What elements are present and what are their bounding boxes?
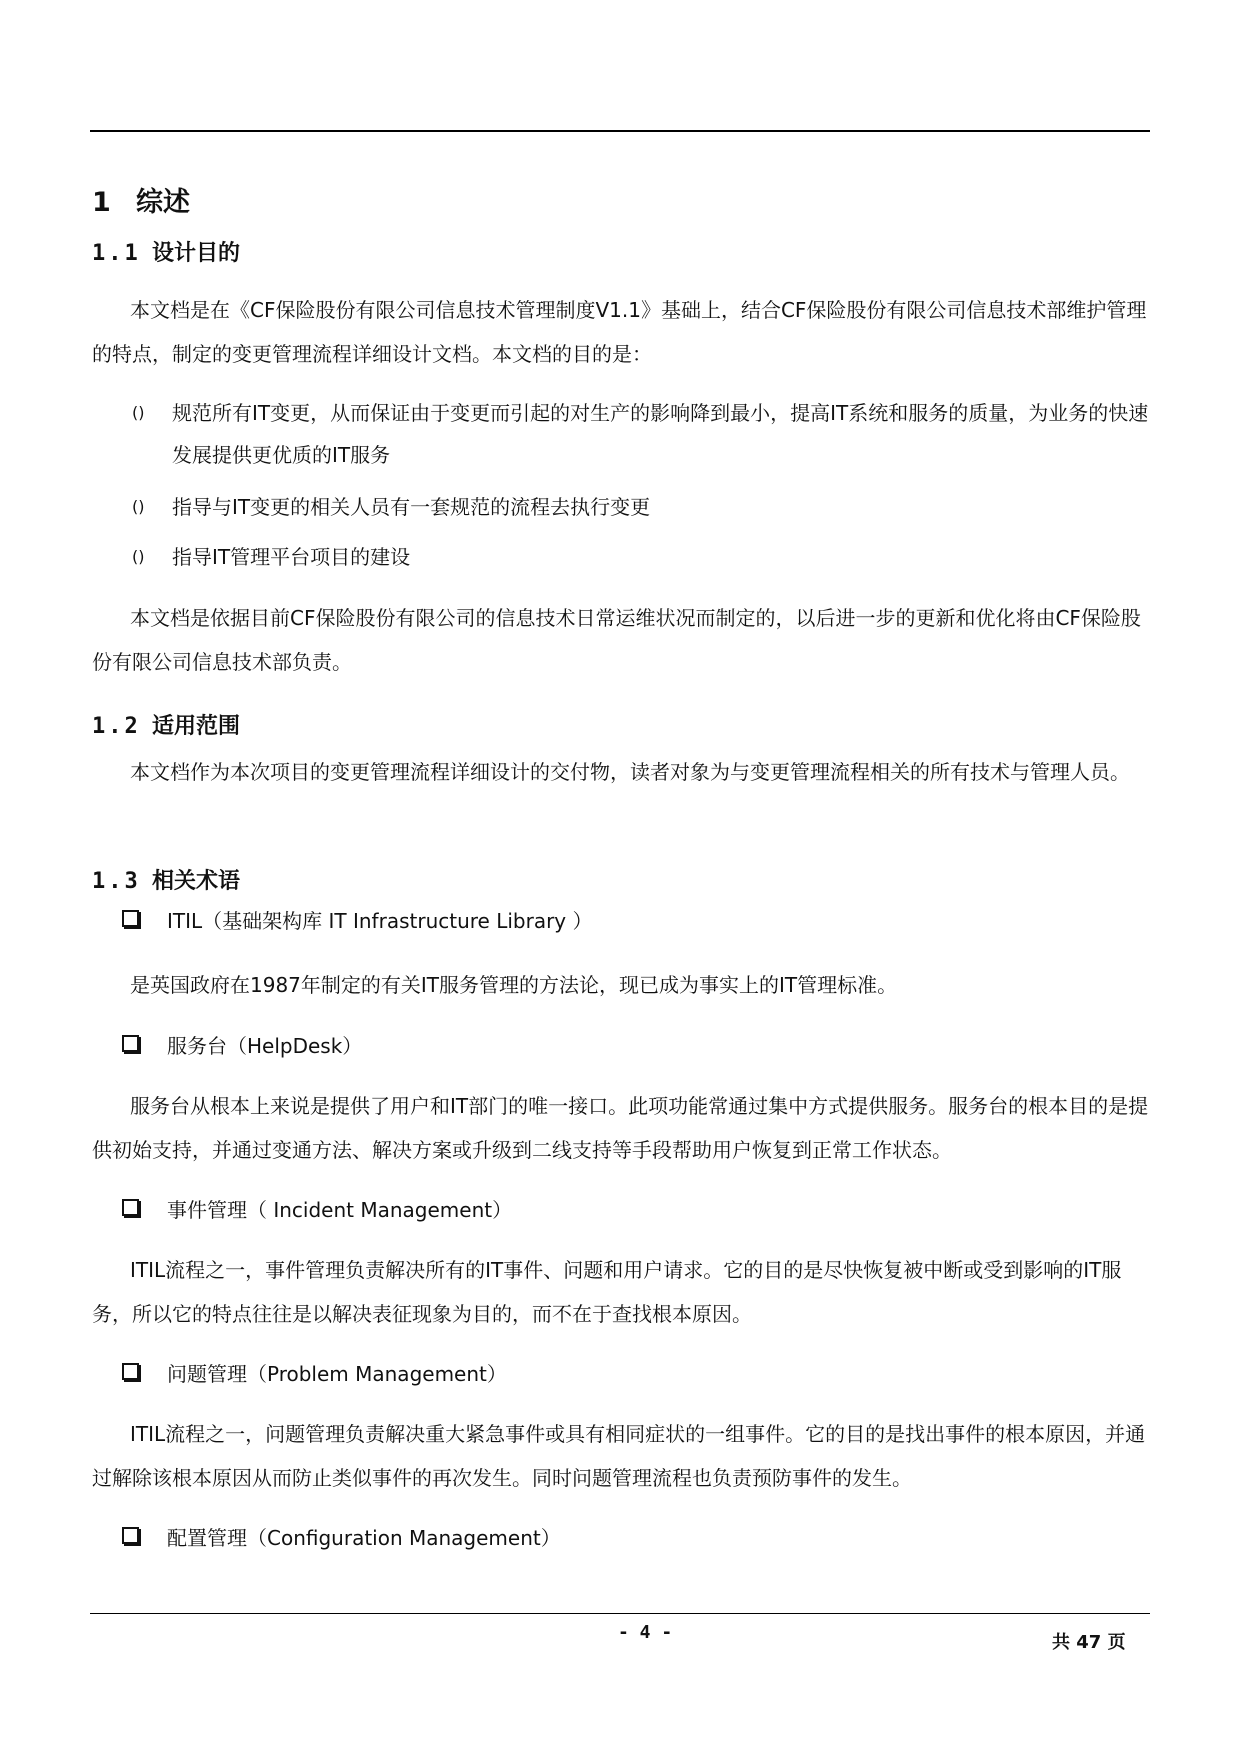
page-number: - 4 - [618, 1622, 673, 1643]
term-description: 服务台从根本上来说是提供了用户和IT部门的唯一接口。此项功能常通过集中方式提供服务。服务台的根本目的是提供初始支持，并通过变通方法、解决方案或升级到二线支持等手段帮助用户恢复到正常工作状态。 [92, 1094, 1149, 1162]
footer-rule [90, 1613, 1150, 1614]
subsection-number: 1.3 [92, 869, 141, 894]
bullet-text: 规范所有IT变更，从而保证由于变更而引起的对生产的影响降到最小，提高IT系统和服务的质量，为业务的快速发展提供更优质的IT服务 [172, 401, 1149, 467]
term-heading-problem [122, 1359, 507, 1389]
subsection-heading-1-1 [92, 236, 240, 267]
subsection-title: 设计目的 [152, 241, 241, 266]
bullet-marker-icon: () [132, 403, 145, 422]
subsection-heading-1-3 [92, 864, 240, 895]
checkbox-bullet-icon [122, 1363, 139, 1380]
bullet-item [132, 392, 1152, 476]
term-heading-itil [122, 906, 593, 936]
scope-paragraph: 本文档作为本次项目的变更管理流程详细设计的交付物，读者对象为与变更管理流程相关的所有技术与管理人员。 [130, 760, 1130, 784]
subsection-title: 相关术语 [152, 869, 241, 894]
term-description: ITIL流程之一，问题管理负责解决重大紧急事件或具有相同症状的一组事件。它的目的是找出事件的根本原因，并通过解除该根本原因从而防止类似事件的再次发生。同时问题管理流程也负责预防事件的发生。 [92, 1422, 1146, 1490]
bullet-item [132, 536, 1152, 578]
term-name: 配置管理（Configuration Management） [167, 1526, 561, 1550]
term-name: 服务台（HelpDesk） [167, 1034, 363, 1058]
bullet-text: 指导与IT变更的相关人员有一套规范的流程去执行变更 [172, 495, 651, 519]
purpose-closing-paragraph: 本文档是依据目前CF保险股份有限公司的信息技术日常运维状况而制定的，以后进一步的更新和优化将由CF保险股份有限公司信息技术部负责。 [92, 606, 1141, 674]
purpose-intro-paragraph: 本文档是在《CF保险股份有限公司信息技术管理制度V1.1》基础上，结合CF保险股份有限公司信息技术部维护管理的特点，制定的变更管理流程详细设计文档。本文档的目的是： [92, 298, 1147, 366]
term-heading-helpdesk [122, 1031, 362, 1061]
term-heading-configuration [122, 1523, 561, 1553]
checkbox-bullet-icon [122, 1527, 139, 1544]
term-name: 问题管理（Problem Management） [167, 1362, 507, 1386]
bullet-marker-icon: () [132, 547, 145, 566]
header-rule [90, 130, 1150, 132]
term-name: 事件管理（ Incident Management） [167, 1198, 513, 1222]
subsection-number: 1.1 [92, 241, 141, 266]
bullet-item [132, 486, 1152, 528]
checkbox-bullet-icon [122, 1199, 139, 1216]
checkbox-bullet-icon [122, 910, 139, 927]
subsection-heading-1-2 [92, 709, 240, 740]
subsection-number: 1.2 [92, 714, 141, 739]
checkbox-bullet-icon [122, 1035, 139, 1052]
subsection-title: 适用范围 [152, 714, 241, 739]
page-total: 共 47 页 [1052, 1632, 1126, 1653]
term-description: 是英国政府在1987年制定的有关IT服务管理的方法论，现已成为事实上的IT管理标准。 [130, 973, 898, 997]
section-heading [92, 180, 190, 219]
bullet-text: 指导IT管理平台项目的建设 [172, 545, 411, 569]
bullet-marker-icon: () [132, 497, 145, 516]
term-name: ITIL（基础架构库 IT Infrastructure Library ） [167, 909, 593, 933]
section-number: 1 [92, 187, 111, 218]
section-title: 综述 [136, 187, 190, 218]
term-description: ITIL流程之一，事件管理负责解决所有的IT事件、问题和用户请求。它的目的是尽快恢复被中断或受到影响的IT服务，所以它的特点往往是以解决表征现象为目的，而不在于查找根本原因。 [92, 1258, 1122, 1326]
term-heading-incident [122, 1195, 512, 1225]
